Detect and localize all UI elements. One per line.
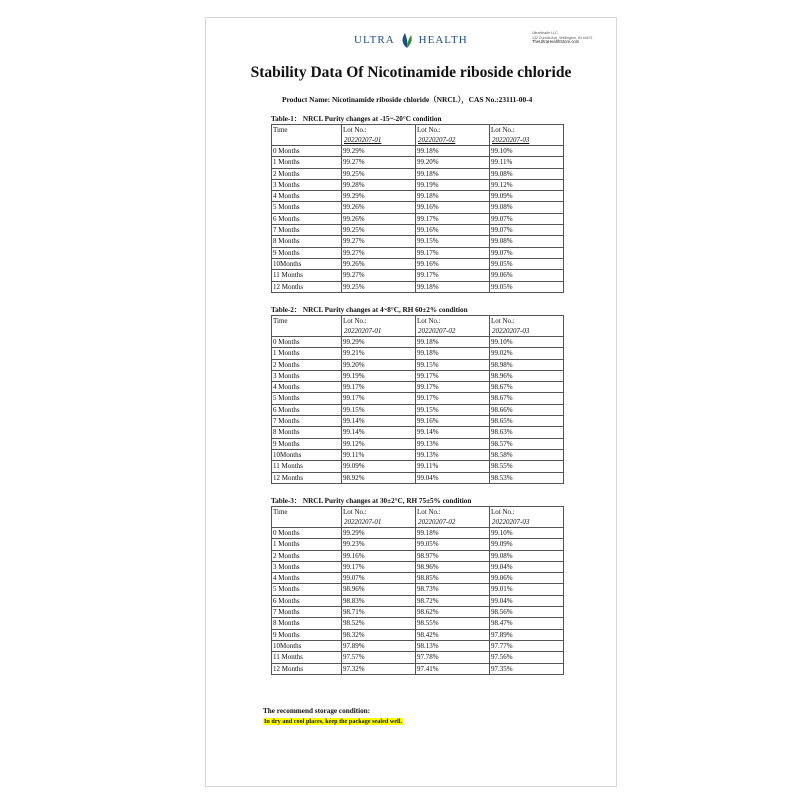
table-header-row: [272, 316, 564, 337]
lot-header-cell: [490, 507, 564, 528]
lot-header-cell: [416, 316, 490, 337]
table-row: [272, 281, 564, 292]
purity-cell: 98.13%: [416, 640, 490, 651]
purity-cell: 99.16%: [416, 225, 490, 236]
table-row: [272, 370, 564, 381]
purity-cell: 99.05%: [490, 281, 564, 292]
table-row: [272, 179, 564, 190]
time-cell: 0 Months: [272, 146, 342, 157]
purity-cell: 99.08%: [490, 168, 564, 179]
purity-cell: 98.57%: [490, 438, 564, 449]
purity-cell: 99.18%: [416, 281, 490, 292]
lot-header-cell: [416, 125, 490, 146]
purity-cell: 99.26%: [342, 213, 416, 224]
time-cell: 3 Months: [272, 179, 342, 190]
purity-cell: 98.56%: [490, 607, 564, 618]
table-header-row: [272, 507, 564, 528]
time-cell: 6 Months: [272, 595, 342, 606]
purity-cell: 99.17%: [416, 370, 490, 381]
time-cell: 5 Months: [272, 584, 342, 595]
table-row: [272, 461, 564, 472]
table-row: [272, 663, 564, 674]
lot-label: Lot No.:: [491, 317, 515, 325]
time-cell: 11 Months: [272, 270, 342, 281]
table-row: [272, 404, 564, 415]
table-row: [272, 157, 564, 168]
purity-cell: 98.53%: [490, 472, 564, 483]
purity-cell: 99.27%: [342, 247, 416, 258]
purity-cell: 99.12%: [342, 438, 416, 449]
purity-cell: 99.09%: [342, 461, 416, 472]
purity-cell: 99.27%: [342, 157, 416, 168]
table-row: [272, 225, 564, 236]
table-row: [272, 393, 564, 404]
purity-cell: 99.17%: [416, 270, 490, 281]
time-cell: 3 Months: [272, 370, 342, 381]
document-page: [205, 17, 617, 787]
time-cell: 2 Months: [272, 168, 342, 179]
purity-cell: 99.08%: [490, 236, 564, 247]
table-row: [272, 191, 564, 202]
purity-cell: 98.96%: [416, 561, 490, 572]
table-row: [272, 416, 564, 427]
document-title: Stability Data Of Nicotinamide riboside chloride: [250, 64, 572, 81]
table-row: [272, 202, 564, 213]
company-info: [532, 31, 612, 45]
purity-cell: 98.92%: [342, 472, 416, 483]
purity-cell: 98.52%: [342, 618, 416, 629]
purity-cell: 99.26%: [342, 202, 416, 213]
lot-header-cell: [342, 316, 416, 337]
purity-cell: 99.11%: [416, 461, 490, 472]
purity-cell: 99.18%: [416, 348, 490, 359]
purity-cell: 98.32%: [342, 629, 416, 640]
purity-cell: 97.56%: [490, 652, 564, 663]
purity-cell: 99.15%: [416, 236, 490, 247]
time-cell: 0 Months: [272, 337, 342, 348]
purity-cell: 97.89%: [342, 640, 416, 651]
purity-cell: 99.20%: [342, 359, 416, 370]
purity-cell: 99.11%: [342, 449, 416, 460]
table-1-caption: Table-1： NRCL Purity changes at -15~-20°C condition: [271, 115, 442, 123]
lot-number: 20220207-02: [418, 327, 456, 335]
table-row: [272, 236, 564, 247]
lot-number: 20220207-02: [418, 136, 456, 144]
leaf-icon: [399, 31, 415, 49]
purity-cell: 98.71%: [342, 607, 416, 618]
purity-cell: 99.23%: [342, 539, 416, 550]
table-row: [272, 595, 564, 606]
purity-cell: 97.35%: [490, 663, 564, 674]
purity-cell: 99.18%: [416, 146, 490, 157]
purity-cell: 98.98%: [490, 359, 564, 370]
table-row: [272, 550, 564, 561]
purity-cell: 99.15%: [342, 404, 416, 415]
lot-number: 20220207-03: [492, 136, 530, 144]
purity-cell: 99.18%: [416, 168, 490, 179]
lot-label: Lot No.:: [343, 508, 367, 516]
time-cell: 11 Months: [272, 652, 342, 663]
table-row: [272, 427, 564, 438]
company-name: UltraHealth LLC.: [532, 31, 559, 35]
purity-cell: 99.07%: [490, 225, 564, 236]
purity-cell: 99.07%: [490, 213, 564, 224]
lot-header-cell: [416, 507, 490, 528]
lot-label: Lot No.:: [491, 508, 515, 516]
purity-cell: 99.08%: [490, 202, 564, 213]
time-cell: 5 Months: [272, 393, 342, 404]
time-cell: 12 Months: [272, 281, 342, 292]
purity-cell: 98.55%: [416, 618, 490, 629]
purity-cell: 99.25%: [342, 168, 416, 179]
table-row: [272, 629, 564, 640]
table-row: [272, 146, 564, 157]
time-cell: 9 Months: [272, 247, 342, 258]
purity-cell: 99.13%: [416, 449, 490, 460]
purity-cell: 99.17%: [416, 393, 490, 404]
company-address: 132 Dundal Ave, Wellington, IN 44471: [532, 35, 593, 40]
purity-cell: 99.15%: [416, 404, 490, 415]
table-row: [272, 640, 564, 651]
purity-cell: 98.63%: [490, 427, 564, 438]
purity-cell: 98.58%: [490, 449, 564, 460]
table-row: [272, 359, 564, 370]
purity-cell: 99.09%: [490, 191, 564, 202]
purity-cell: 98.62%: [416, 607, 490, 618]
purity-cell: 99.06%: [490, 573, 564, 584]
purity-cell: 99.29%: [342, 146, 416, 157]
time-cell: 10Months: [272, 449, 342, 460]
purity-cell: 99.20%: [416, 157, 490, 168]
time-header-cell: Time: [272, 316, 342, 337]
table-row: [272, 168, 564, 179]
purity-cell: 99.27%: [342, 236, 416, 247]
purity-cell: 98.42%: [416, 629, 490, 640]
table-row: [272, 270, 564, 281]
time-cell: 10Months: [272, 640, 342, 651]
purity-cell: 99.05%: [416, 539, 490, 550]
purity-cell: 98.66%: [490, 404, 564, 415]
purity-cell: 99.28%: [342, 179, 416, 190]
time-cell: 9 Months: [272, 629, 342, 640]
lot-label: Lot No.:: [491, 126, 515, 134]
time-cell: 0 Months: [272, 528, 342, 539]
table-row: [272, 584, 564, 595]
table-row: [272, 337, 564, 348]
purity-cell: 99.29%: [342, 528, 416, 539]
lot-number: 20220207-03: [492, 327, 530, 335]
purity-cell: 99.27%: [342, 270, 416, 281]
time-header-cell: Time: [272, 507, 342, 528]
purity-cell: 99.04%: [490, 561, 564, 572]
table-row: [272, 213, 564, 224]
purity-cell: 99.07%: [490, 247, 564, 258]
purity-cell: 98.96%: [490, 370, 564, 381]
purity-cell: 99.16%: [416, 258, 490, 269]
time-cell: 8 Months: [272, 618, 342, 629]
table-row: [272, 348, 564, 359]
table-row: [272, 618, 564, 629]
purity-cell: 99.10%: [490, 337, 564, 348]
time-cell: 7 Months: [272, 607, 342, 618]
purity-cell: 98.67%: [490, 382, 564, 393]
purity-cell: 99.12%: [490, 179, 564, 190]
purity-cell: 98.55%: [490, 461, 564, 472]
table-row: [272, 472, 564, 483]
storage-text: In dry and cool places, keep the package sealed well.: [264, 718, 403, 725]
table-row: [272, 573, 564, 584]
time-header-cell: Time: [272, 125, 342, 146]
time-cell: 4 Months: [272, 382, 342, 393]
purity-cell: 99.17%: [342, 561, 416, 572]
purity-cell: 99.17%: [342, 393, 416, 404]
purity-cell: 99.06%: [490, 270, 564, 281]
purity-cell: 99.29%: [342, 337, 416, 348]
lot-number: 20220207-03: [492, 518, 530, 526]
purity-cell: 99.11%: [490, 157, 564, 168]
purity-cell: 99.05%: [490, 258, 564, 269]
time-cell: 7 Months: [272, 225, 342, 236]
purity-cell: 99.13%: [416, 438, 490, 449]
purity-cell: 98.83%: [342, 595, 416, 606]
lot-header-cell: [490, 316, 564, 337]
time-cell: 4 Months: [272, 573, 342, 584]
table-row: [272, 528, 564, 539]
purity-cell: 97.78%: [416, 652, 490, 663]
purity-cell: 98.96%: [342, 584, 416, 595]
purity-cell: 99.19%: [342, 370, 416, 381]
purity-cell: 99.14%: [342, 416, 416, 427]
lot-label: Lot No.:: [343, 126, 367, 134]
time-cell: 12 Months: [272, 472, 342, 483]
table-2-caption: Table-2： NRCL Purity changes at 4~8°C, RH 60±2% condition: [271, 306, 468, 314]
lot-label: Lot No.:: [417, 508, 441, 516]
purity-cell: 98.73%: [416, 584, 490, 595]
time-cell: 8 Months: [272, 236, 342, 247]
stability-table-3: [271, 506, 564, 675]
time-cell: 1 Months: [272, 348, 342, 359]
lot-label: Lot No.:: [343, 317, 367, 325]
table-row: [272, 258, 564, 269]
purity-cell: 98.97%: [416, 550, 490, 561]
purity-cell: 99.09%: [490, 539, 564, 550]
table-row: [272, 438, 564, 449]
lot-number: 20220207-01: [344, 136, 382, 144]
time-cell: 4 Months: [272, 191, 342, 202]
purity-cell: 99.16%: [416, 202, 490, 213]
table-row: [272, 539, 564, 550]
time-cell: 1 Months: [272, 539, 342, 550]
stability-table-2: [271, 315, 564, 484]
purity-cell: 98.47%: [490, 618, 564, 629]
purity-cell: 98.67%: [490, 393, 564, 404]
purity-cell: 99.18%: [416, 528, 490, 539]
lot-label: Lot No.:: [417, 317, 441, 325]
time-cell: 5 Months: [272, 202, 342, 213]
table-row: [272, 449, 564, 460]
purity-cell: 99.15%: [416, 359, 490, 370]
purity-cell: 99.26%: [342, 258, 416, 269]
purity-cell: 99.10%: [490, 146, 564, 157]
time-cell: 2 Months: [272, 550, 342, 561]
purity-cell: 99.17%: [416, 247, 490, 258]
purity-cell: 99.01%: [490, 584, 564, 595]
table-row: [272, 607, 564, 618]
stability-table-1: [271, 124, 564, 293]
table-row: [272, 652, 564, 663]
purity-cell: 99.25%: [342, 281, 416, 292]
purity-cell: 99.10%: [490, 528, 564, 539]
purity-cell: 99.17%: [416, 382, 490, 393]
table-row: [272, 561, 564, 572]
time-cell: 9 Months: [272, 438, 342, 449]
purity-cell: 99.08%: [490, 550, 564, 561]
purity-cell: 99.16%: [416, 416, 490, 427]
lot-header-cell: [490, 125, 564, 146]
logo-text-right: HEALTH: [418, 34, 468, 46]
time-cell: 10Months: [272, 258, 342, 269]
purity-cell: 98.65%: [490, 416, 564, 427]
time-cell: 2 Months: [272, 359, 342, 370]
lot-number: 20220207-01: [344, 327, 382, 335]
table-header-row: [272, 125, 564, 146]
purity-cell: 99.19%: [416, 179, 490, 190]
time-cell: 11 Months: [272, 461, 342, 472]
purity-cell: 99.14%: [342, 427, 416, 438]
purity-cell: 99.18%: [416, 191, 490, 202]
purity-cell: 99.02%: [490, 348, 564, 359]
purity-cell: 99.14%: [416, 427, 490, 438]
purity-cell: 99.07%: [342, 573, 416, 584]
purity-cell: 99.25%: [342, 225, 416, 236]
purity-cell: 99.16%: [342, 550, 416, 561]
lot-label: Lot No.:: [417, 126, 441, 134]
lot-number: 20220207-02: [418, 518, 456, 526]
ultra-health-logo: [354, 31, 468, 49]
purity-cell: 99.17%: [342, 382, 416, 393]
time-cell: 3 Months: [272, 561, 342, 572]
purity-cell: 97.57%: [342, 652, 416, 663]
time-cell: 1 Months: [272, 157, 342, 168]
lot-number: 20220207-01: [344, 518, 382, 526]
time-cell: 12 Months: [272, 663, 342, 674]
purity-cell: 99.04%: [416, 472, 490, 483]
table-3-caption: Table-3： NRCL Purity changes at 30±2°C, RH 75±5% condition: [271, 497, 472, 505]
time-cell: 6 Months: [272, 213, 342, 224]
table-row: [272, 382, 564, 393]
purity-cell: 97.77%: [490, 640, 564, 651]
time-cell: 6 Months: [272, 404, 342, 415]
time-cell: 8 Months: [272, 427, 342, 438]
storage-heading: The recommend storage condition:: [263, 707, 371, 715]
purity-cell: 99.21%: [342, 348, 416, 359]
company-website: TheUltraHealthStore.com: [532, 39, 580, 45]
lot-header-cell: [342, 125, 416, 146]
product-line: Product Name: Nicotinamide riboside chloride（NRCL），CAS No.:23111-00-4: [282, 95, 533, 104]
purity-cell: 99.29%: [342, 191, 416, 202]
purity-cell: 99.18%: [416, 337, 490, 348]
purity-cell: 99.04%: [490, 595, 564, 606]
purity-cell: 97.89%: [490, 629, 564, 640]
table-row: [272, 247, 564, 258]
purity-cell: 99.17%: [416, 213, 490, 224]
purity-cell: 98.85%: [416, 573, 490, 584]
purity-cell: 98.72%: [416, 595, 490, 606]
time-cell: 7 Months: [272, 416, 342, 427]
purity-cell: 97.41%: [416, 663, 490, 674]
logo-text-left: ULTRA: [354, 34, 395, 46]
lot-header-cell: [342, 507, 416, 528]
purity-cell: 97.32%: [342, 663, 416, 674]
